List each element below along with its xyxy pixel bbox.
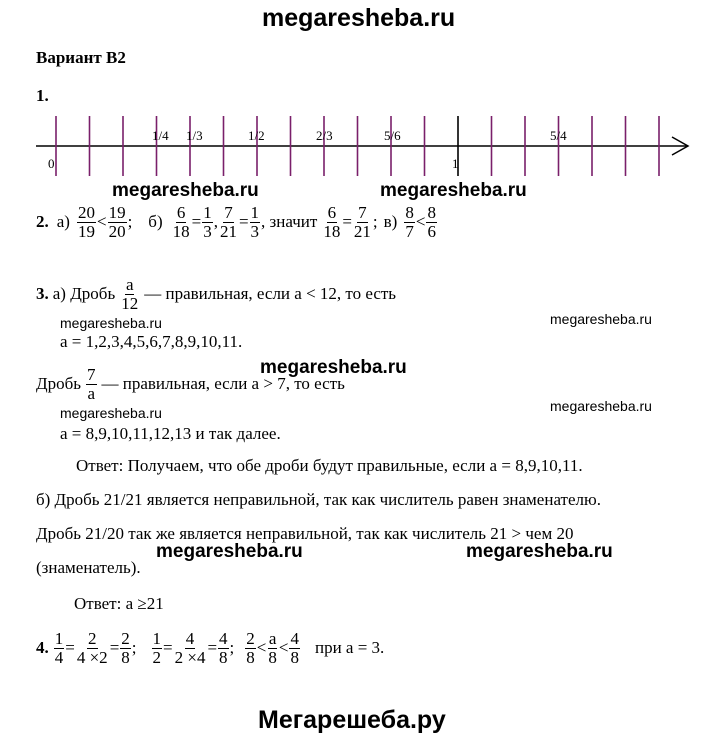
label-2-3: 2/3	[316, 128, 333, 143]
fraction: $\frac{2}{4 \times 2}$	[76, 629, 108, 667]
watermark: megaresheba.ru	[260, 357, 407, 378]
task3-b-line3: (знаменатель).	[36, 558, 141, 577]
variant-heading: Вариант В2	[36, 48, 126, 67]
fraction: $\frac{4}{2 \times 4}$	[174, 629, 206, 667]
fraction: $\frac{7}{a}$	[87, 365, 96, 403]
label-one: 1	[452, 156, 459, 171]
task2-number: 2.	[36, 212, 49, 232]
fraction: $\frac{7}{21}$	[219, 203, 237, 241]
fraction: $\frac{a}{8}$	[268, 629, 277, 667]
fraction: $\frac{6}{18}$	[172, 203, 190, 241]
site-title-bottom: Мегарешеба.ру	[258, 706, 446, 734]
watermark: megaresheba.ru	[60, 315, 162, 331]
task1-number: 1.	[36, 86, 49, 105]
watermark: megaresheba.ru	[550, 311, 652, 327]
task2-a-label: а)	[56, 212, 70, 232]
fraction: $\frac{1}{3}$	[250, 203, 260, 241]
fraction: $\frac{a}{12}$	[121, 275, 139, 313]
fraction: $\frac{4}{8}$	[290, 629, 299, 667]
watermark: megaresheba.ru	[380, 180, 527, 201]
fraction: $\frac{1}{4}$	[54, 629, 64, 667]
task3-number: 3.	[36, 284, 49, 304]
task3-b-line2: Дробь 21/20 так же является неправильной, так как числитель 21 > чем 20	[36, 524, 574, 543]
fraction: $\frac{1}{2}$	[152, 629, 162, 667]
watermark: megaresheba.ru	[466, 541, 613, 562]
label-zero: 0	[48, 156, 55, 171]
watermark: megaresheba.ru	[112, 180, 259, 201]
site-title-top: megaresheba.ru	[262, 4, 456, 32]
task3-answer-1: Ответ: Получаем, что обе дроби будут правильные, если а = 8,9,10,11.	[76, 456, 583, 475]
label-1-2: 1/2	[248, 128, 265, 143]
fraction: $\frac{8}{6}$	[427, 203, 436, 241]
task3-line2: Дробь $\frac{7}{a}$ — правильная, если а > 7, то есть	[36, 365, 345, 403]
task3-b-line1: б) Дробь 21/21 является неправильной, так как числитель равен знаменателю.	[36, 490, 601, 509]
watermark: megaresheba.ru	[156, 541, 303, 562]
fraction: $\frac{6}{18}$	[323, 203, 341, 241]
fraction: $\frac{20}{19}$	[77, 203, 95, 241]
fraction: $\frac{19}{20}$	[108, 203, 126, 241]
label-1-4: 1/4	[152, 128, 169, 143]
watermark: megaresheba.ru	[60, 405, 162, 421]
fraction: $\frac{2}{8}$	[246, 629, 255, 667]
task3-values-1: а = 1,2,3,4,5,6,7,8,9,10,11.	[60, 332, 243, 351]
fraction: $\frac{2}{8}$	[121, 629, 130, 667]
fraction: $\frac{1}{3}$	[203, 203, 212, 241]
task2-line: 2. а) $\frac{20}{19}$ < $\frac{19}{20}$ ; б) $\frac{6}{18}$ = $\frac{1}{3}$ , $\frac{7}{21}$ = $\frac{1}{3}$ , значит $\frac{6}{18}$ = $\frac{7}{21}$ ; в) $\frac{8}{7}$ < $\frac{8}{6}$	[36, 203, 436, 241]
fraction: $\frac{8}{7}$	[405, 203, 414, 241]
task3-answer-2: Ответ: а ≥21	[74, 594, 164, 613]
task3-values-2: а = 8,9,10,11,12,13 и так далее.	[60, 424, 281, 443]
fraction: $\frac{7}{21}$	[353, 203, 371, 241]
label-5-4: 5/4	[550, 128, 567, 143]
number-line	[0, 110, 720, 180]
watermark: megaresheba.ru	[550, 398, 652, 414]
task3-line1: 3. а) Дробь $\frac{a}{12}$ — правильная, если а < 12, то есть	[36, 275, 397, 313]
task4-number: 4.	[36, 638, 49, 658]
label-1-3: 1/3	[186, 128, 203, 143]
fraction: $\frac{4}{8}$	[219, 629, 228, 667]
task2-znachit: , значит	[261, 212, 318, 232]
task2-b-label: б)	[148, 212, 163, 232]
task2-c-label: в)	[383, 212, 398, 232]
label-5-6: 5/6	[384, 128, 401, 143]
task4-line: 4. $\frac{1}{4}$ = $\frac{2}{4 \times 2}$ = $\frac{2}{8}$ ; $\frac{1}{2}$ = $\frac{4}{2 \times 4}$ = $\frac{4}{8}$ ; $\frac{2}{8}$ < $\frac{a}{8}$ < $\frac{4}{8}$ при а = 3.	[36, 629, 385, 667]
